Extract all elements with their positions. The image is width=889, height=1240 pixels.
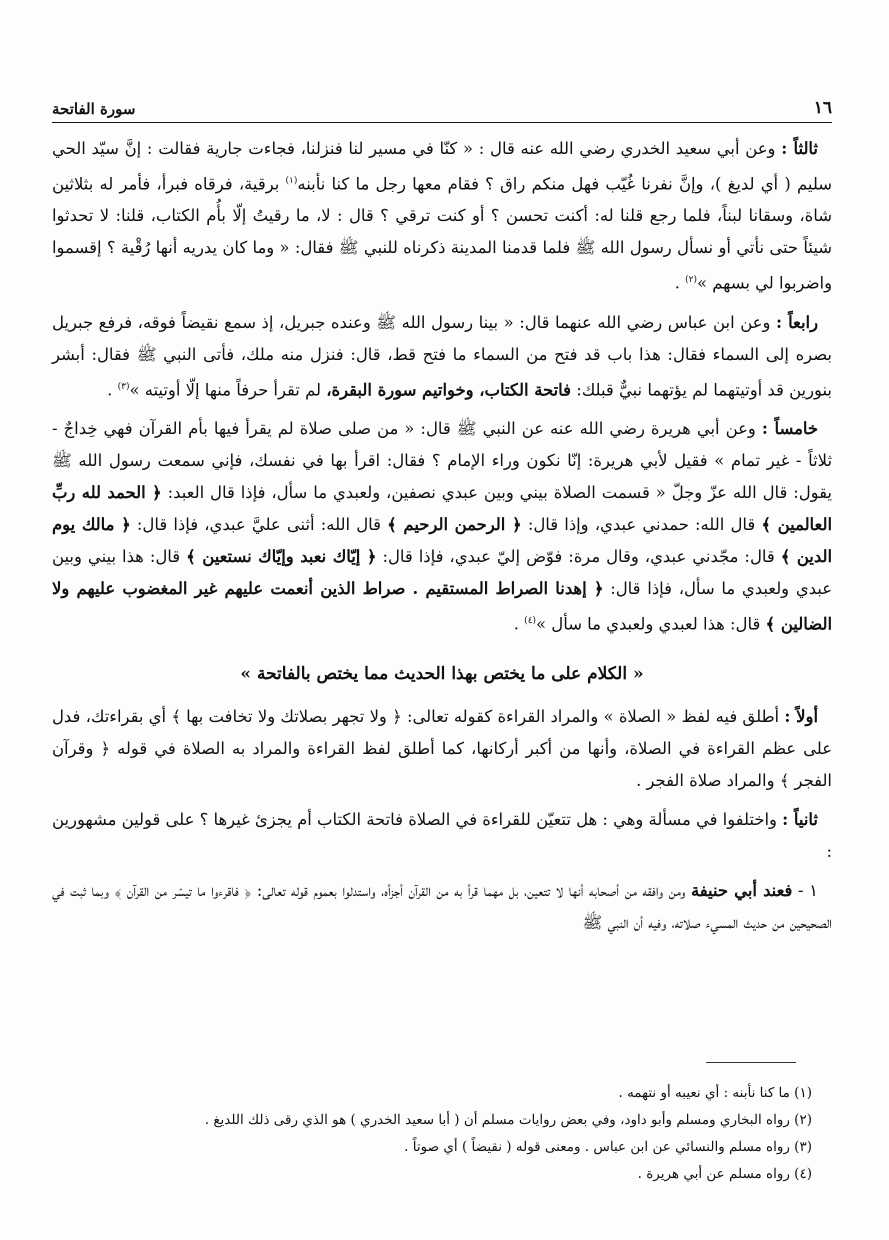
- header-title: سورة الفاتحة: [52, 100, 136, 118]
- page-body: [52, 88, 832, 939]
- footnote-2: (٢) رواه البخاري ومسلم وأبو داود، وفي بعض روايات مسلم أن ( أبا سعيد الخدري ) هو الذي رقى ذلك اللديغ .: [204, 1112, 812, 1128]
- footnotes: [52, 1080, 812, 1188]
- paragraph-text: ومن وافقه من أصحابه أنها لا تتعين، بل مهما قرأ به من القرآن أجزأه، واستدلوا بعموم قوله تعالى: ﴿ فاقرءوا ما تيسّر من القرآن ﴾ وبما ثبت في الصحيحين من حديث المسيء صلاته، وفيه أن النبي ﷺ: [52, 880, 832, 932]
- paragraph-second: [52, 804, 832, 868]
- section-heading: « الكلام على ما يختص بهذا الحديث مما يختص بالفاتحة »: [240, 663, 644, 684]
- paragraph-text: قال الله: حمدني عبدي، وإذا قال:: [527, 515, 756, 535]
- paragraph-text: قال: هذا بيني وبين عبدي ولعبدي ما سأل، فإذا قال:: [52, 547, 833, 599]
- paragraph-text: وعن أبي هريرة رضي الله عنه عن النبي ﷺ قال: « من صلى صلاة لم يقرأ فيها بأم القرآن فهي خِداجٌ - ثلاثاً - غير تمام » فقيل لأبي هريرة: إنّا نكون وراء الإمام ؟ فقال: اقرأ بها في نفسك، فإني سمعت رسول الله ﷺ يقول: قال الله عزّ وجلّ « قسمت الصلاة بيني وبين عبدي نصفين، ولعبدي ما سأل، فإذا قال العبد:: [52, 419, 832, 503]
- paragraph-text: واختلفوا في مسألة وهي : هل تتعيّن للقراءة في الصلاة فاتحة الكتاب أم يجزئ غيرها ؟ على قولين مشهورين :: [52, 809, 832, 861]
- paragraph-lead: رابعاً :: [775, 312, 818, 332]
- quran-quote: ﴿ إهدنا الصراط المستقيم . صراط الذين أنعمت عليهم غير المغضوب عليهم ولا الضالين ﴾: [52, 579, 832, 634]
- quran-quote: ﴿ مالك يوم الدين ﴾: [52, 515, 833, 567]
- paragraph-lead: خامساً :: [761, 419, 819, 439]
- footnote-marker: (١): [285, 176, 298, 186]
- footnote-3: (٣) رواه مسلم والنسائي عن ابن عباس . ومعنى قوله ( نقيضاً ) أي صوتاً .: [404, 1139, 812, 1155]
- page-number: ١٦: [813, 98, 832, 118]
- paragraph-text: برقية، فرقاه فبرأ، فأمر له بثلاثين شاة، وسقانا لبناً، فلما رجع قلنا له: أكنت تحسن ؟ أو كنت ترقي ؟ قال : لا، ما رقيتُ إلّا بأُم الكتاب، قلنا: لا تحدثوا شيئاً حتى نأتي أو نسأل رسول الله ﷺ فلما قدمنا المدينة ذكرناه للنبي ﷺ فقال: « وما كان يدريه أنها رُقْية ؟ إقسموا واضربوا لي بسهم »: [52, 174, 832, 293]
- paragraph-text: قال الله: أثنى عليَّ عبدي، فإذا قال:: [136, 515, 381, 535]
- footnote-separator: [706, 1062, 796, 1063]
- list-number: ١ -: [798, 880, 818, 900]
- paragraph-fifth: [52, 413, 832, 640]
- footnote-1: (١) ما كنا نأبنه : أي نعيبه أو نتهمه .: [618, 1085, 812, 1101]
- footnote-marker: (٤): [524, 616, 537, 627]
- running-header: [52, 88, 832, 123]
- paragraph-lead: أولاً :: [784, 706, 818, 726]
- paragraph-text: لم تقرأ حرفاً منها إلّا أوتيته »: [129, 380, 321, 400]
- paragraph-text: أطلق فيه لفظ « الصلاة » والمراد القراءة كقوله تعالى: ﴿ ولا تجهر بصلاتك ولا تخافت بها ﴾ أي بقراءتك، فدل على عظم القراءة في الصلاة، وأنها من أكبر أركانها، كما أطلق لفظ القراءة والمراد به الصلاة في قوله ﴿ وقرآن الفجر ﴾ والمراد صلاة الفجر .: [52, 706, 832, 790]
- paragraph-end: .: [513, 614, 525, 634]
- paragraph-lead: ثالثاً :: [781, 139, 818, 158]
- quran-quote: ﴿ الرحمن الرحيم ﴾: [387, 515, 522, 535]
- bold-phrase: فاتحة الكتاب، وخواتيم سورة البقرة،: [326, 380, 571, 400]
- paragraph-first: [52, 701, 832, 797]
- footnote-4: (٤) رواه مسلم عن أبي هريرة .: [637, 1166, 812, 1182]
- paragraph-text: قال: مجّدني عبدي، وقال مرة: فوّض إليّ عبدي، فإذا قال:: [382, 547, 775, 567]
- paragraph-lead: فعند أبي حنيفة: [690, 880, 793, 900]
- paragraph-end: .: [674, 273, 686, 293]
- paragraph-lead: ثانياً :: [782, 809, 818, 829]
- footnote-marker: (٢): [685, 275, 698, 286]
- footnote-marker: (٣): [117, 381, 130, 392]
- paragraph-opinion-one: [52, 875, 832, 939]
- paragraph-fourth: [52, 307, 832, 406]
- paragraph-text: وعن أبي سعيد الخدري رضي الله عنه قال : « كنّا في مسير لنا فنزلنا، فجاءت جارية فقالت : إنَّ سيّد الحي سليم ( أي لديغ )، وإنَّ نفرنا غُيّب فهل منكم راق ؟ فقام معها رجل ما كنا نأبنه: [52, 139, 832, 194]
- paragraph-text: قال: هذا لعبدي ولعبدي ما سأل »: [536, 614, 761, 634]
- quran-quote: ﴿ إيّاك نعبد وإيّاك نستعين ﴾: [186, 547, 377, 567]
- paragraph-third: [52, 133, 832, 300]
- paragraph-end: .: [107, 380, 118, 400]
- paragraph-text: وعن ابن عباس رضي الله عنهما قال: « بينا رسول الله ﷺ وعنده جبريل، إذ سمع نقيضاً فوقه، فرفع جبريل بصره إلى السماء فقال: هذا باب قد فتح من السماء ما فتح قط، قال: فنزل منه ملك، فأتى النبي ﷺ فقال: أبشر بنورين قد أوتيتهما لم يؤتهما نبيٌّ قبلك:: [52, 312, 832, 400]
- quran-quote: ﴿ الحمد لله ربِّ العالمين ﴾: [52, 483, 833, 535]
